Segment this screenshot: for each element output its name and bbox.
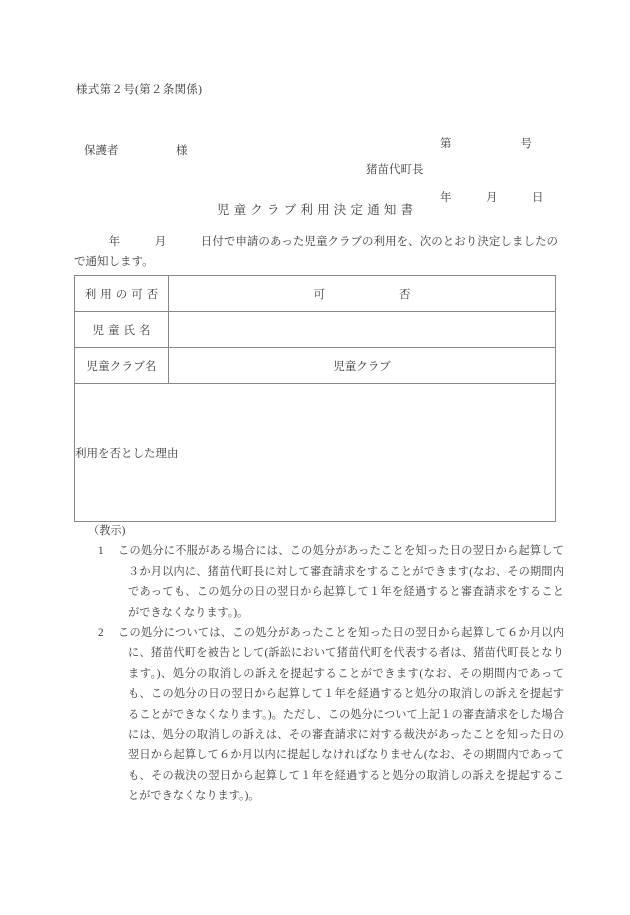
row-value-availability: [169, 276, 556, 312]
row-value-child-name[interactable]: [169, 312, 556, 348]
notice-item-number: 2: [98, 627, 104, 640]
row-label-text: 児童氏名: [92, 324, 155, 337]
notice-item-text: この処分に不服がある場合には、この処分があったことを知った日の翌日から起算して３か月以内に、猪苗代町長に対して審査請求をすることができます(なお、その期間内であっても、この処分の日の翌日から起算して１年を経過すると審査請求をすることができなくなります。)。: [118, 545, 564, 619]
notice-section: [74, 521, 564, 807]
table-row: [75, 348, 556, 384]
table-row: [75, 276, 556, 312]
notice-heading: （教示): [88, 525, 126, 537]
availability-choices: [314, 286, 411, 302]
option-yes[interactable]: 可: [313, 288, 325, 301]
form-number: 様式第２号(第２条関係): [76, 84, 203, 96]
document-number-line: 第 号: [440, 138, 532, 150]
decision-table: [74, 275, 556, 522]
notice-item-number: 1: [98, 545, 104, 558]
page-title: 児童クラブ利用決定通知書: [216, 203, 418, 217]
document-date-line: 年 月 日: [440, 192, 544, 204]
table-row: [75, 312, 556, 348]
row-label-text: 児童クラブ名: [86, 360, 157, 373]
intro-paragraph: [74, 232, 558, 272]
table-row: [75, 384, 556, 522]
addressee-line: 保護者 様: [84, 145, 188, 157]
notice-item: [74, 541, 564, 623]
row-label-availability: [75, 276, 169, 312]
issuer-name: 猪苗代町長: [366, 164, 424, 176]
row-label-child-name: [75, 312, 169, 348]
row-label-club-name: [75, 348, 169, 384]
row-label-text: 利用の可否: [84, 288, 163, 301]
option-no[interactable]: 否: [399, 288, 411, 301]
notice-item-text: この処分については、この処分があったことを知った日の翌日から起算して６か月以内に、猪苗代町を被告として(訴訟において猪苗代町を代表する者は、猪苗代町長となります。)、処分の取消しの訴えを提起することができます(なお、その期間内であっても、この処分の日の翌日から起算して１年を経過すると処分の取消しの訴えを提起することができなくなります。)。ただし、この処分について上記１の審査請求をした場合には、処分の取消しの訴えは、その審査請求に対する裁決があったことを知った日の翌日から起算して６か月以内に提起しなければなりません(なお、その期間内であっても、その裁決の翌日から起算して１年を経過すると処分の取消しの訴えを提起することができなくなります。)。: [118, 627, 564, 803]
intro-body-text: 日付で申請のあった児童クラブの利用を、次のとおり決定しましたので通知します。: [74, 236, 558, 268]
row-value-club-name[interactable]: 児童クラブ: [169, 348, 556, 384]
intro-date-blank: 年 月: [74, 236, 201, 248]
notice-item: [74, 623, 564, 807]
reason-field[interactable]: 利用を否とした理由: [75, 384, 556, 522]
document-number-block: [440, 99, 544, 243]
